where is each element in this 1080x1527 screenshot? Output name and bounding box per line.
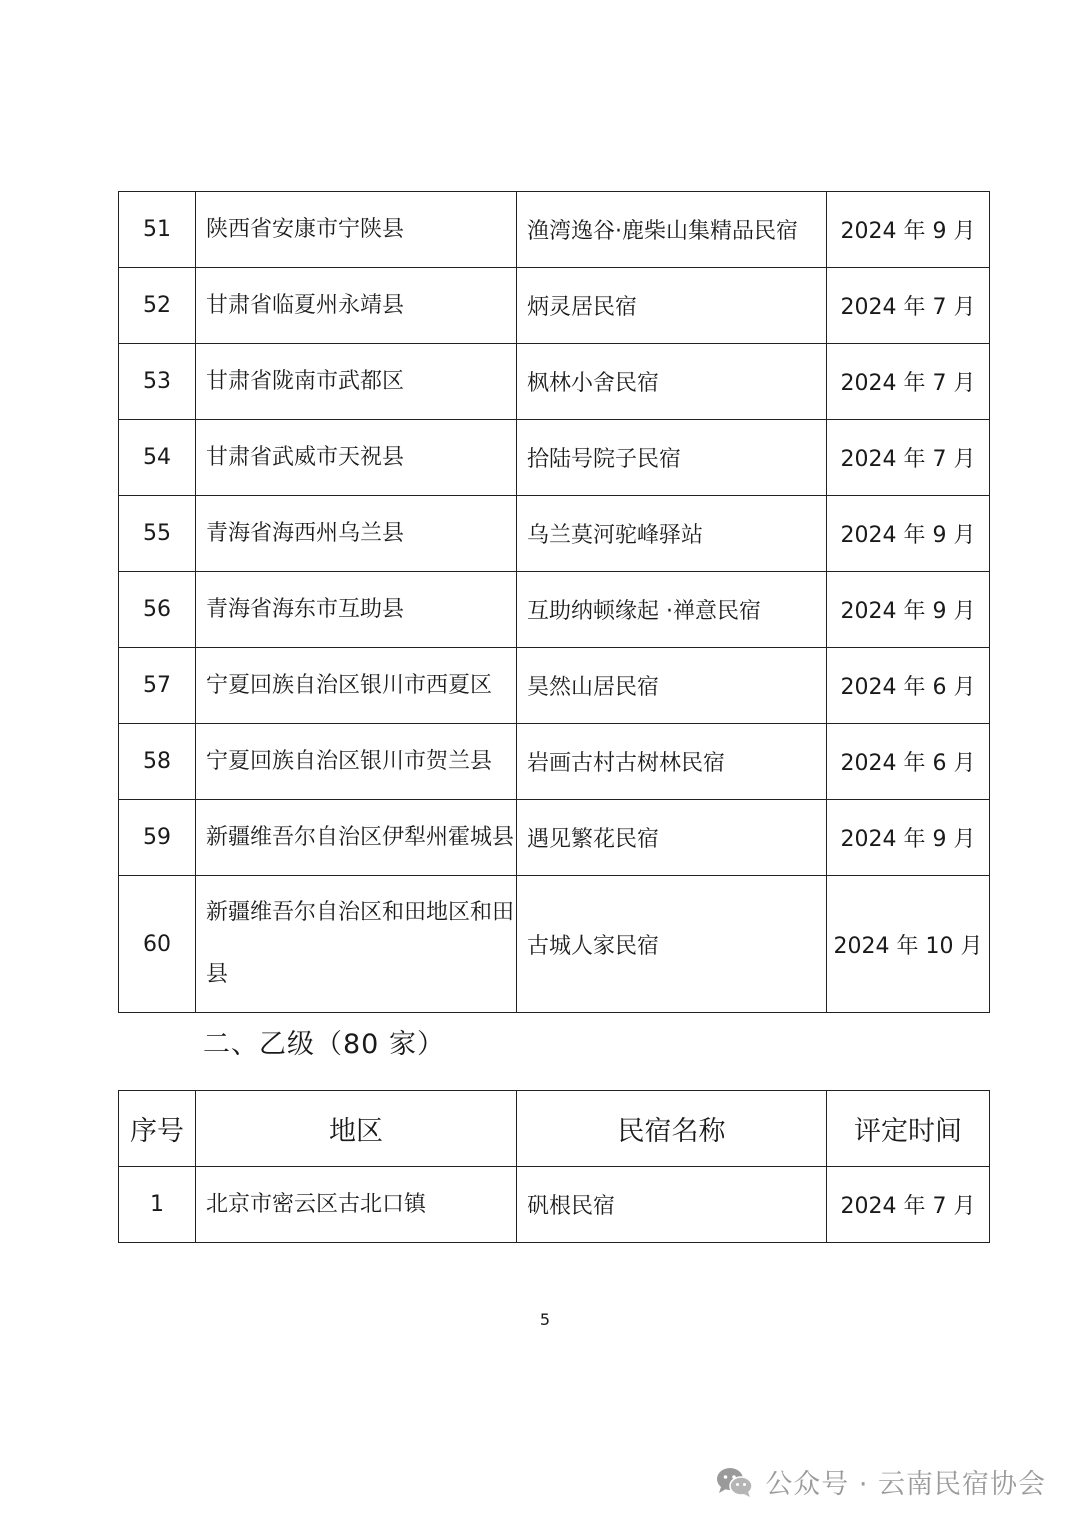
row-number: 58 <box>119 724 196 800</box>
grade-b-table <box>118 1090 990 1243</box>
row-homestay-name: 遇见繁花民宿 <box>517 800 827 876</box>
row-rating-date: 2024 年 9 月 <box>827 192 990 268</box>
row-rating-date: 2024 年 7 月 <box>827 420 990 496</box>
table-row <box>119 724 990 800</box>
table-row <box>119 344 990 420</box>
table-row <box>119 876 990 1013</box>
row-rating-date: 2024 年 6 月 <box>827 648 990 724</box>
row-homestay-name: 岩画古村古树林民宿 <box>517 724 827 800</box>
row-number: 1 <box>119 1167 196 1243</box>
table-header-row <box>119 1091 990 1167</box>
row-homestay-name: 炳灵居民宿 <box>517 268 827 344</box>
header-homestay-name: 民宿名称 <box>517 1091 827 1167</box>
table-row <box>119 800 990 876</box>
row-region: 新疆维吾尔自治区和田地区和田县 <box>196 876 517 1013</box>
row-rating-date: 2024 年 7 月 <box>827 344 990 420</box>
header-rating-date: 评定时间 <box>827 1091 990 1167</box>
table-row <box>119 648 990 724</box>
row-rating-date: 2024 年 9 月 <box>827 800 990 876</box>
ranking-table-continued <box>118 191 990 1013</box>
watermark-text: 公众号 · 云南民宿协会 <box>765 1469 1046 1500</box>
row-region: 青海省海西州乌兰县 <box>196 496 517 572</box>
row-number: 59 <box>119 800 196 876</box>
row-homestay-name: 古城人家民宿 <box>517 876 827 1013</box>
row-region: 陕西省安康市宁陕县 <box>196 192 517 268</box>
row-region: 宁夏回族自治区银川市西夏区 <box>196 648 517 724</box>
row-region: 青海省海东市互助县 <box>196 572 517 648</box>
table-row <box>119 268 990 344</box>
row-region: 新疆维吾尔自治区伊犁州霍城县 <box>196 800 517 876</box>
row-homestay-name: 枫林小舍民宿 <box>517 344 827 420</box>
section-heading: 二、乙级（80 家） <box>203 1029 445 1060</box>
row-rating-date: 2024 年 7 月 <box>827 268 990 344</box>
row-number: 51 <box>119 192 196 268</box>
row-homestay-name: 乌兰莫河驼峰驿站 <box>517 496 827 572</box>
row-homestay-name: 互助纳顿缘起 ·禅意民宿 <box>517 572 827 648</box>
table-row <box>119 420 990 496</box>
row-number: 52 <box>119 268 196 344</box>
row-number: 54 <box>119 420 196 496</box>
row-region: 甘肃省陇南市武都区 <box>196 344 517 420</box>
row-region: 甘肃省武威市天祝县 <box>196 420 517 496</box>
row-rating-date: 2024 年 9 月 <box>827 496 990 572</box>
table-row <box>119 1167 990 1243</box>
row-homestay-name: 渔湾逸谷·鹿柴山集精品民宿 <box>517 192 827 268</box>
page-number: 5 <box>539 1310 551 1329</box>
row-rating-date: 2024 年 9 月 <box>827 572 990 648</box>
header-number: 序号 <box>119 1091 196 1167</box>
row-region: 北京市密云区古北口镇 <box>196 1167 517 1243</box>
row-region: 宁夏回族自治区银川市贺兰县 <box>196 724 517 800</box>
row-homestay-name: 矾根民宿 <box>517 1167 827 1243</box>
row-homestay-name: 拾陆号院子民宿 <box>517 420 827 496</box>
row-homestay-name: 昊然山居民宿 <box>517 648 827 724</box>
row-number: 57 <box>119 648 196 724</box>
row-rating-date: 2024 年 6 月 <box>827 724 990 800</box>
wechat-icon <box>715 1465 755 1499</box>
row-rating-date: 2024 年 7 月 <box>827 1167 990 1243</box>
row-rating-date: 2024 年 10 月 <box>827 876 990 1013</box>
watermark <box>715 1462 1046 1501</box>
header-region: 地区 <box>196 1091 517 1167</box>
row-number: 53 <box>119 344 196 420</box>
row-number: 55 <box>119 496 196 572</box>
row-number: 60 <box>119 876 196 1013</box>
row-number: 56 <box>119 572 196 648</box>
table-row <box>119 572 990 648</box>
table-row <box>119 192 990 268</box>
row-region: 甘肃省临夏州永靖县 <box>196 268 517 344</box>
table-row <box>119 496 990 572</box>
